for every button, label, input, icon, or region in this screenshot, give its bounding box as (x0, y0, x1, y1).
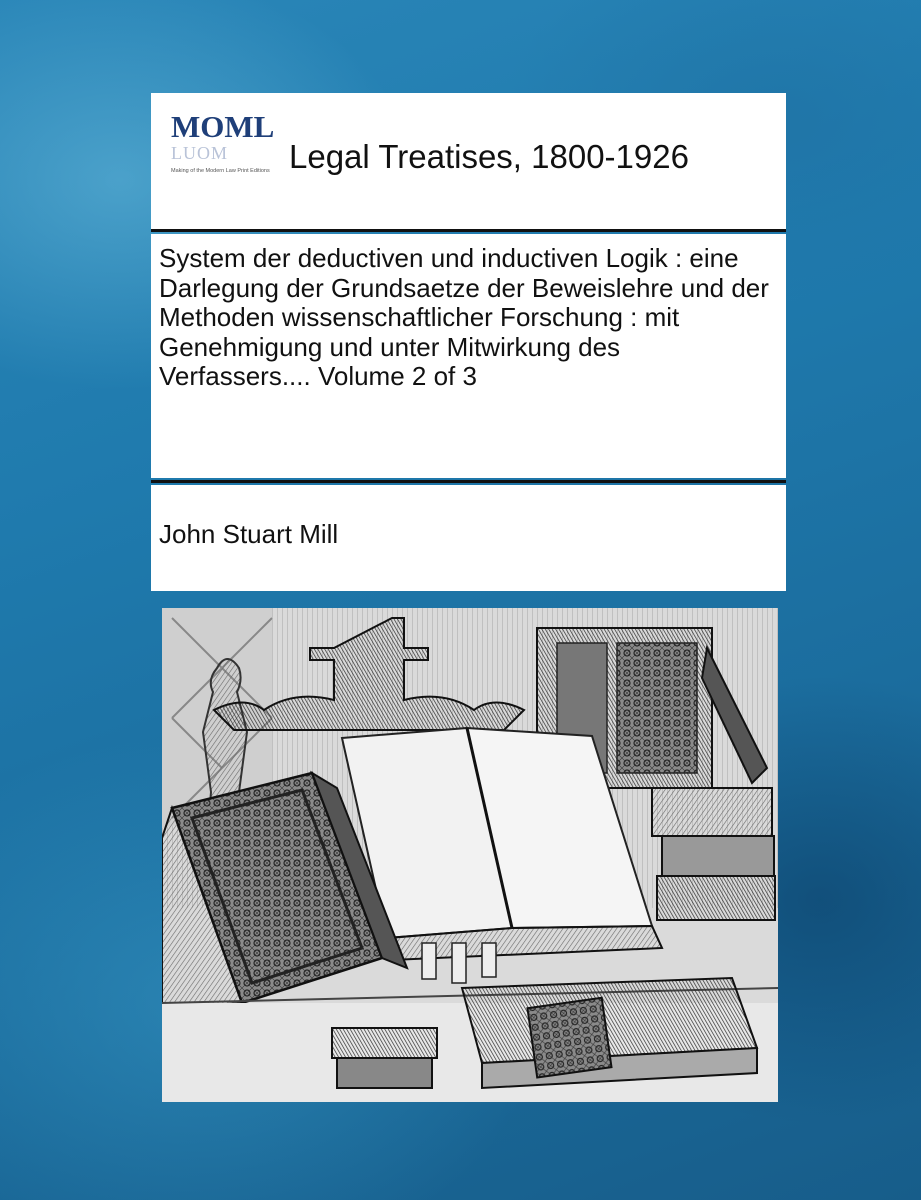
engraving-books-lectern-icon (162, 608, 778, 1102)
series-header (151, 93, 786, 229)
series-title: Legal Treatises, 1800-1926 (289, 138, 689, 175)
author-panel (151, 485, 786, 591)
moml-logo (171, 111, 283, 211)
divider-rule (151, 229, 786, 232)
logo-reflection: LUOM (171, 143, 228, 163)
logo-tagline: Making of the Modern Law Print Editions (171, 168, 270, 174)
divider-rule (151, 480, 786, 483)
logo-text: MOML (171, 109, 275, 144)
book-title: System der deductiven und inductiven Logik : eine Darlegung der Grundsaetze der Beweislehre und der Methoden wissenschaftlicher Forschung : mit Genehmigung und unter Mitwirkung des Verfassers.... Volume 2 of 3 (159, 243, 769, 391)
book-author: John Stuart Mill (159, 519, 339, 549)
title-panel (151, 234, 786, 478)
